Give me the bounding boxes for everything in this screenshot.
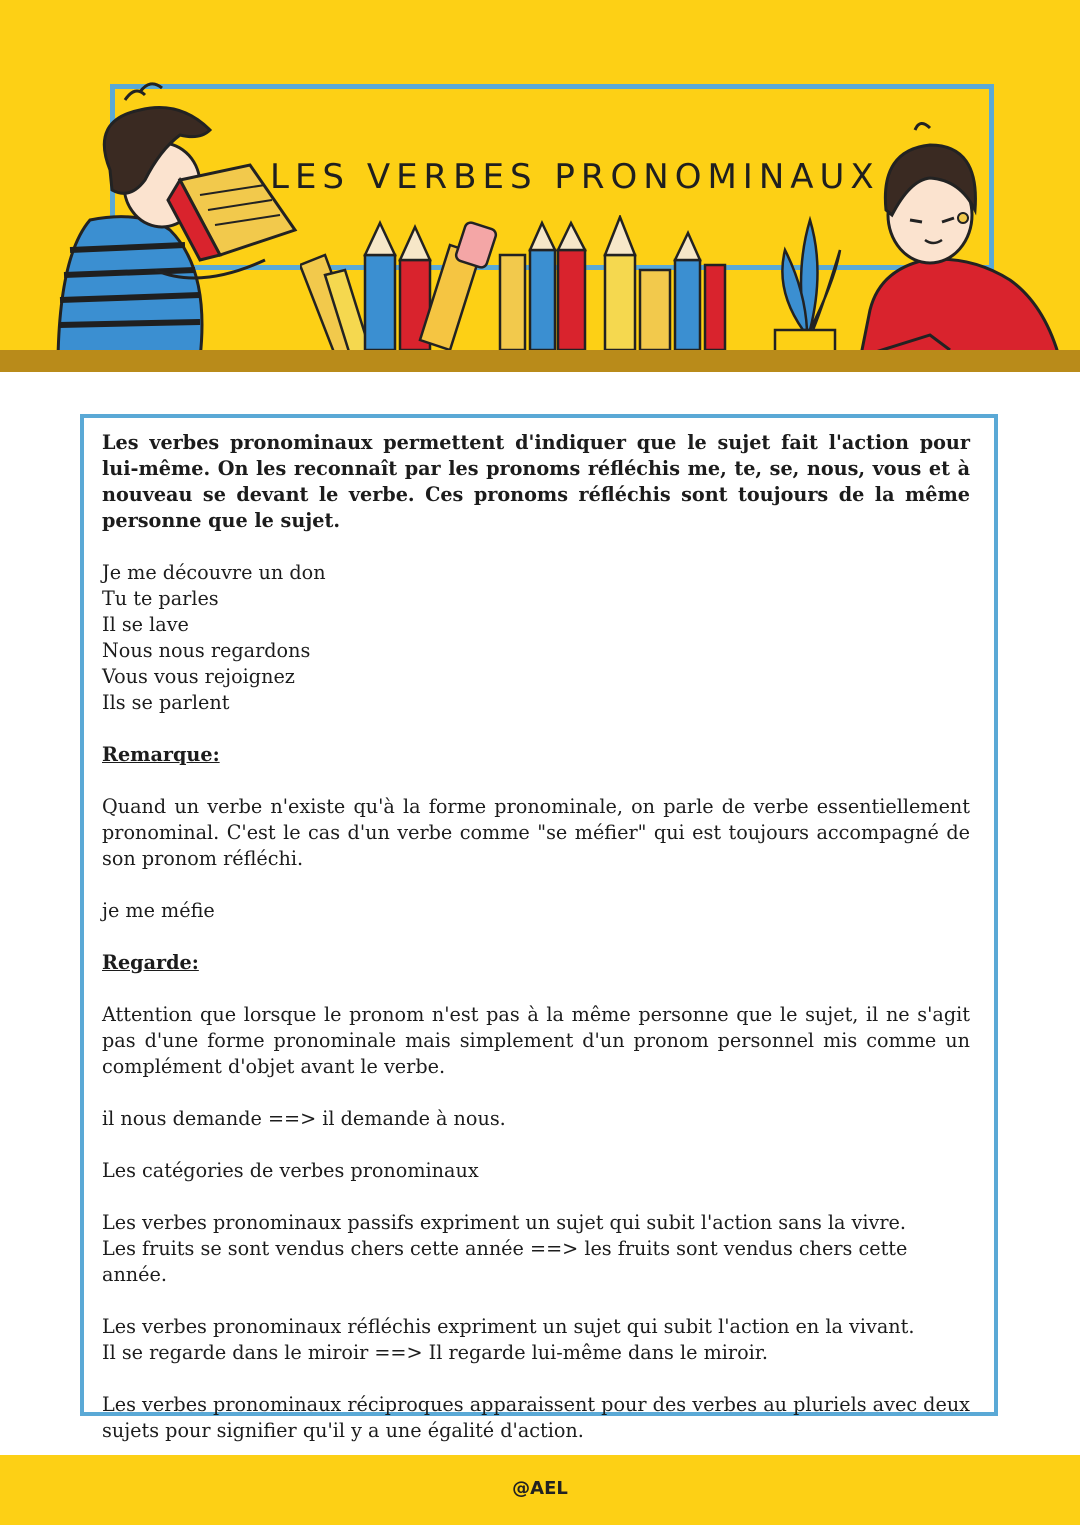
reflechis-example: Il se regarde dans le miroir ==> Il regarde lui-même dans le miroir. — [102, 1341, 768, 1364]
boy-writing-illustration — [830, 110, 1070, 370]
pencils-illustration — [300, 215, 730, 355]
regarde-paragraph: Attention que lorsque le pronom n'est pas à la même personne que le sujet, il ne s'agit pas d'une forme pronominale mais simplement d'un pronom personnel mis comme un complément d'objet avant le verbe. — [102, 1003, 970, 1078]
header-banner — [0, 0, 1080, 372]
lesson-content — [102, 430, 970, 1444]
intro-paragraph: Les verbes pronominaux permettent d'indiquer que le sujet fait l'action pour lui-même. On les reconnaît par les pronoms réfléchis me, te, se, nous, vous et à nouveau se devant le verbe. Ces pronoms réfléchis sont toujours de la même personne que le sujet. — [102, 431, 970, 532]
example-line: Vous vous rejoignez — [102, 665, 295, 688]
passifs-example: Les fruits se sont vendus chers cette année ==> les fruits sont vendus chers cette année. — [102, 1237, 908, 1286]
categories-title: Les catégories de verbes pronominaux — [102, 1159, 479, 1182]
shelf — [0, 350, 1080, 372]
example-line: Tu te parles — [102, 587, 219, 610]
remarque-heading: Remarque: — [102, 743, 220, 766]
remarque-example: je me méfie — [102, 899, 215, 922]
passifs-definition: Les verbes pronominaux passifs expriment un sujet qui subit l'action sans la vivre. — [102, 1211, 907, 1234]
girl-reading-illustration — [50, 80, 310, 360]
example-line: Je me découvre un don — [102, 561, 326, 584]
reciproques-paragraph: Les verbes pronominaux réciproques apparaissent pour des verbes au pluriels avec deux sujets pour signifier qu'il y a une égalité d'action. — [102, 1393, 970, 1442]
regarde-heading: Regarde: — [102, 951, 199, 974]
example-line: Il se lave — [102, 613, 189, 636]
page-title: LES VERBES PRONOMINAUX — [270, 157, 880, 197]
reflechis-definition: Les verbes pronominaux réfléchis expriment un sujet qui subit l'action en la vivant. — [102, 1315, 915, 1338]
example-line: Nous nous regardons — [102, 639, 311, 662]
regarde-example: il nous demande ==> il demande à nous. — [102, 1107, 506, 1130]
footer-credit: @AEL — [512, 1478, 568, 1499]
remarque-paragraph: Quand un verbe n'existe qu'à la forme pronominale, on parle de verbe essentiellement pronominal. C'est le cas d'un verbe comme "se méfier" qui est toujours accompagné de son pronom réfléchi. — [102, 795, 970, 870]
example-line: Ils se parlent — [102, 691, 230, 714]
